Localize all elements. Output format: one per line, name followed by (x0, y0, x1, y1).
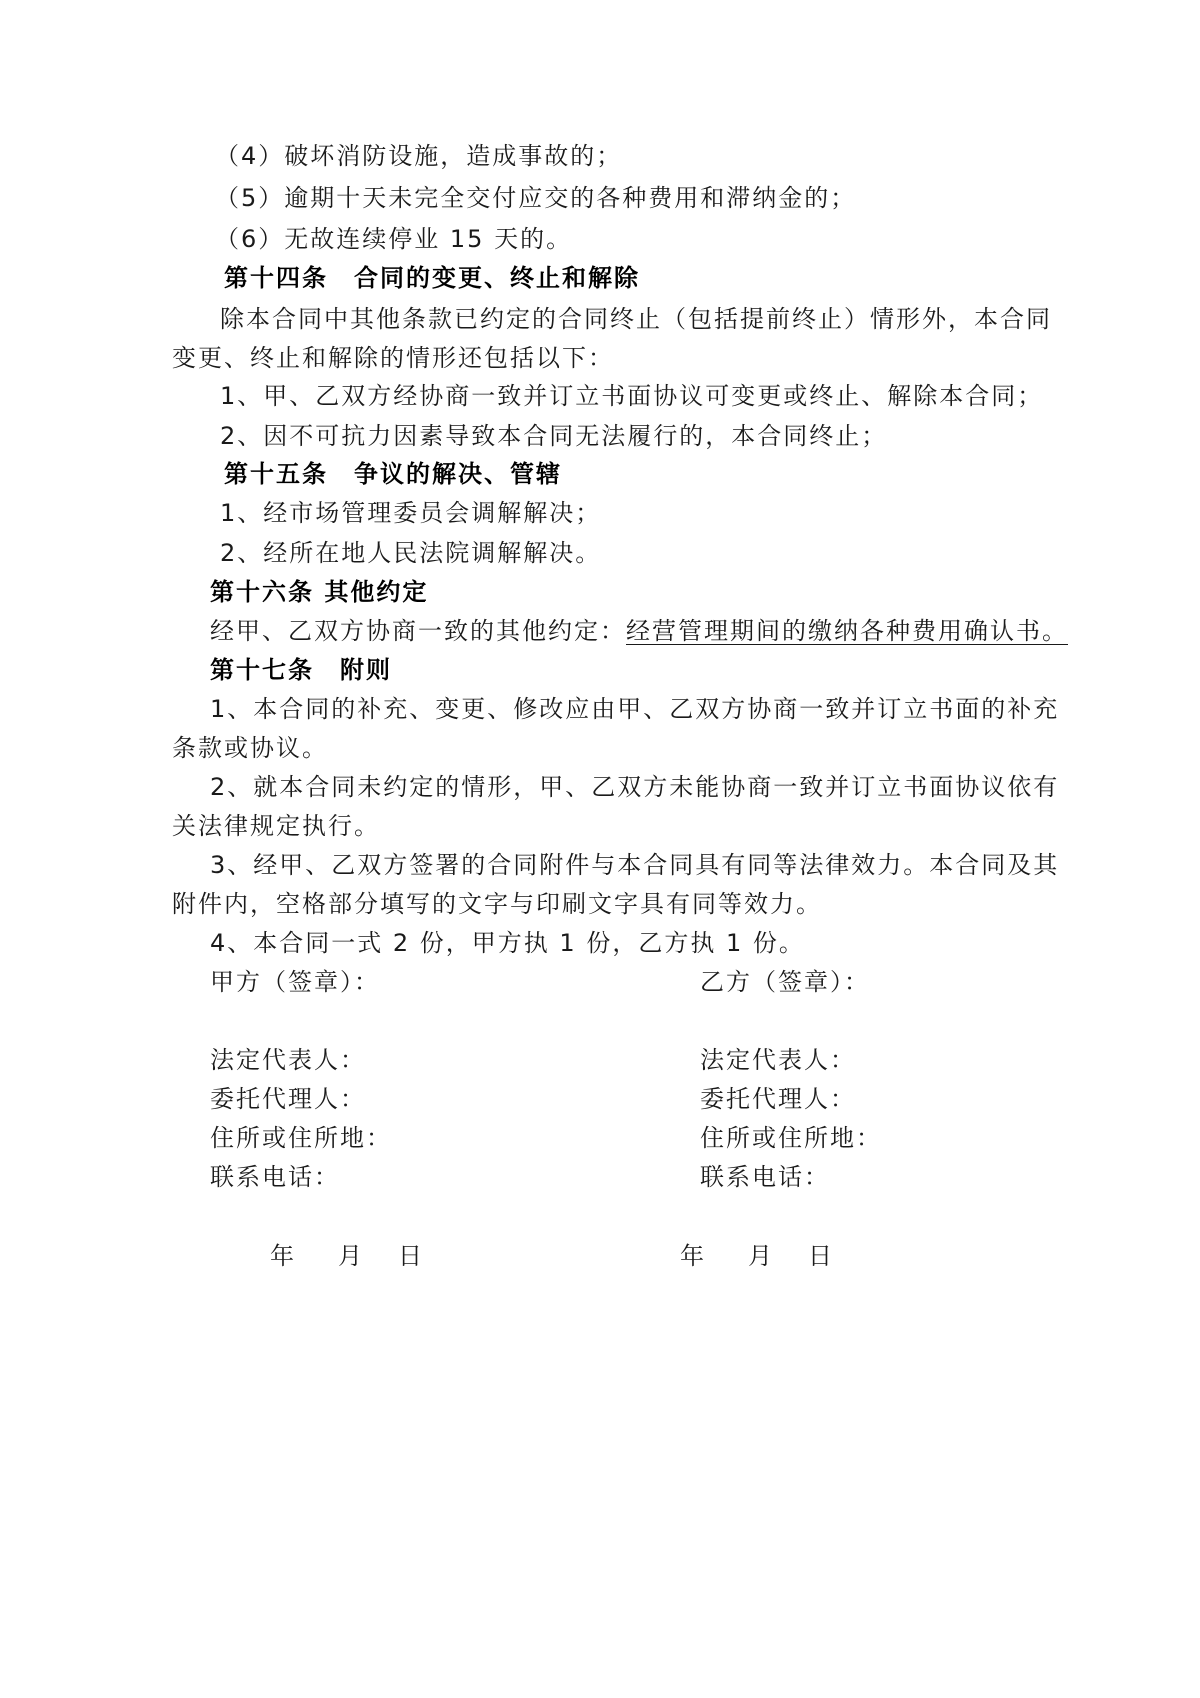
article-17-heading: 第十七条 附则 (210, 656, 392, 684)
article-16-text-prefix: 经甲、乙双方协商一致的其他约定： (210, 617, 626, 645)
article-16-heading: 第十六条 其他约定 (210, 578, 429, 606)
article-16-text-underlined: 经营管理期间的缴纳各种费用确认书。 (626, 617, 1068, 645)
article-15-heading: 第十五条 争议的解决、管辖 (224, 460, 562, 488)
item-5: （5）逾期十天未完全交付应交的各种费用和滞纳金的； (215, 184, 857, 212)
party-b-date-year: 年 (680, 1242, 704, 1270)
party-a-date-day: 日 (398, 1242, 422, 1270)
article-17-clause-2-line2: 关法律规定执行。 (172, 812, 380, 840)
party-a-legal-rep: 法定代表人： (210, 1046, 366, 1074)
article-17-clause-4: 4、本合同一式 2 份，甲方执 1 份，乙方执 1 份。 (210, 929, 805, 957)
article-14-intro-line2: 变更、终止和解除的情形还包括以下： (172, 344, 614, 372)
article-17-clause-3-line2: 附件内，空格部分填写的文字与印刷文字具有同等效力。 (172, 890, 822, 918)
article-14-intro-line1: 除本合同中其他条款已约定的合同终止（包括提前终止）情形外，本合同 (220, 305, 1052, 333)
party-a-agent: 委托代理人： (210, 1085, 366, 1113)
party-b-title: 乙方（签章）： (700, 968, 870, 996)
party-b-phone: 联系电话： (700, 1163, 830, 1191)
party-b-legal-rep: 法定代表人： (700, 1046, 856, 1074)
article-15-clause-1: 1、经市场管理委员会调解解决； (220, 499, 602, 527)
party-a-date-month: 月 (338, 1242, 362, 1270)
article-14-clause-1: 1、甲、乙双方经协商一致并订立书面协议可变更或终止、解除本合同； (220, 382, 1044, 410)
article-17-clause-2-line1: 2、就本合同未约定的情形，甲、乙双方未能协商一致并订立书面协议依有 (210, 773, 1060, 801)
item-6: （6）无故连续停业 15 天的。 (215, 225, 573, 253)
party-b-address: 住所或住所地： (700, 1124, 882, 1152)
article-15-clause-2: 2、经所在地人民法院调解解决。 (220, 539, 602, 567)
party-a-title: 甲方（签章）： (210, 968, 380, 996)
article-17-clause-1-line1: 1、本合同的补充、变更、修改应由甲、乙双方协商一致并订立书面的补充 (210, 695, 1060, 723)
party-a-phone: 联系电话： (210, 1163, 340, 1191)
article-14-clause-2: 2、因不可抗力因素导致本合同无法履行的，本合同终止； (220, 422, 888, 450)
article-16-text (210, 615, 1068, 647)
party-b-agent: 委托代理人： (700, 1085, 856, 1113)
party-a-date-year: 年 (270, 1242, 294, 1270)
party-b-date-month: 月 (748, 1242, 772, 1270)
article-17-clause-3-line1: 3、经甲、乙双方签署的合同附件与本合同具有同等法律效力。本合同及其 (210, 851, 1060, 879)
party-a-address: 住所或住所地： (210, 1124, 392, 1152)
item-4: （4）破坏消防设施，造成事故的； (215, 142, 623, 170)
party-b-date-day: 日 (808, 1242, 832, 1270)
article-14-heading: 第十四条 合同的变更、终止和解除 (224, 264, 640, 292)
article-17-clause-1-line2: 条款或协议。 (172, 734, 328, 762)
